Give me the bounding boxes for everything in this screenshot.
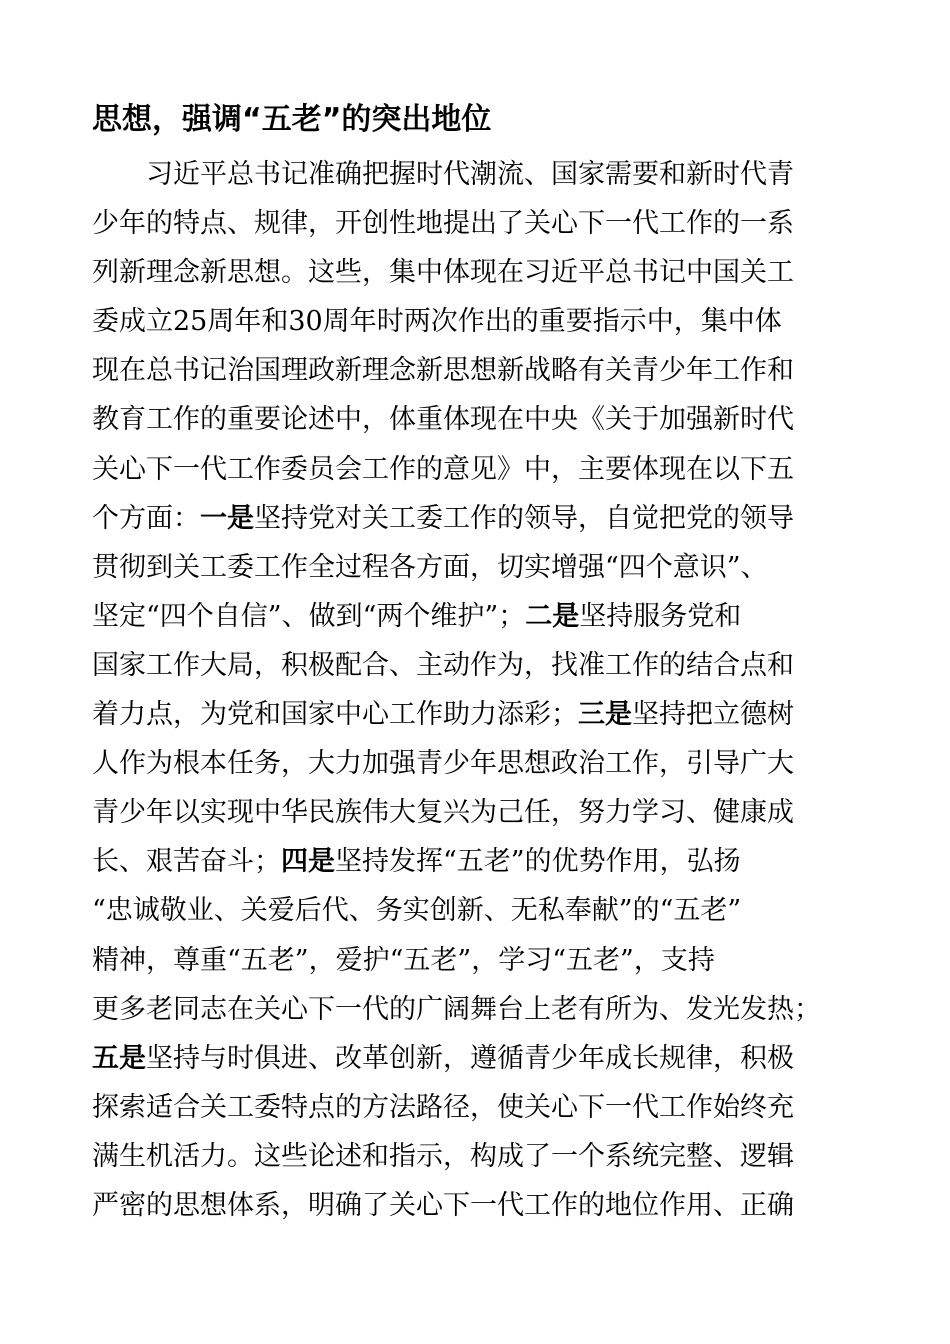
text-run: 坚持与时俱进、改革创新，遵循青少年成长规律，积极 xyxy=(146,1042,794,1074)
text-line xyxy=(92,886,862,935)
text-line xyxy=(92,297,862,346)
bold-keyword: 五是 xyxy=(92,1042,146,1074)
text-line xyxy=(92,788,862,837)
text-line xyxy=(92,1083,862,1132)
text-line xyxy=(92,199,862,248)
text-line xyxy=(92,985,862,1034)
text-run: 坚定“四个自信”、做到“两个维护”； xyxy=(92,600,526,632)
text-line xyxy=(92,641,862,690)
text-run: 满生机活力。这些论述和指示，构成了一个系统完整、逻辑 xyxy=(92,1140,794,1172)
text-line xyxy=(92,936,862,985)
text-run: 精神，尊重“五老”，爱护“五老”，学习“五老”，支持 xyxy=(92,944,715,976)
text-line xyxy=(92,690,862,739)
text-run: 少年的特点、规律，开创性地提出了关心下一代工作的一系 xyxy=(92,208,794,240)
text-run: 探索适合关工委特点的方法路径，使关心下一代工作始终充 xyxy=(92,1091,794,1123)
text-run: 现在总书记治国理政新理念新思想新战略有关青少年工作和 xyxy=(92,355,794,387)
text-run: 习近平总书记准确把握时代潮流、国家需要和新时代青 xyxy=(146,159,794,190)
text-line xyxy=(92,445,862,494)
text-line xyxy=(92,346,862,395)
bold-keyword: 一是 xyxy=(200,502,254,534)
text-run: 个方面： xyxy=(92,502,200,534)
text-line xyxy=(92,739,862,788)
text-run: 坚持把立德树 xyxy=(632,699,794,731)
text-line xyxy=(92,494,862,543)
body-paragraph xyxy=(92,150,862,1230)
text-run: 坚持服务党和 xyxy=(579,600,742,632)
bold-keyword: 三是 xyxy=(578,699,632,731)
text-line xyxy=(92,248,862,297)
bold-keyword: 四是 xyxy=(281,846,335,878)
text-run: 严密的思想体系，明确了关心下一代工作的地位作用、正确 xyxy=(92,1189,794,1221)
text-run: “忠诚敬业、关爱后代、务实创新、无私奉献”的“五老” xyxy=(92,895,742,927)
text-line xyxy=(92,395,862,444)
text-line xyxy=(92,837,862,886)
text-run: 长、艰苦奋斗； xyxy=(92,846,281,878)
text-line xyxy=(92,150,862,199)
bold-keyword: 二是 xyxy=(525,600,580,632)
text-run: 列新理念新思想。这些，集中体现在习近平总书记中国关工 xyxy=(92,257,794,289)
text-run: 青少年以实现中华民族伟大复兴为己任，努力学习、健康成 xyxy=(92,797,794,829)
text-run: 教育工作的重要论述中，体重体现在中央《关于加强新时代 xyxy=(92,404,794,436)
text-run: 坚持党对关工委工作的领导，自觉把党的领导 xyxy=(254,502,794,534)
text-line xyxy=(92,1034,862,1083)
text-run: 关心下一代工作委员会工作的意见》中，主要体现在以下五 xyxy=(92,453,794,485)
section-heading: 思想，强调“五老”的突出地位 xyxy=(92,102,492,137)
text-run: 委成立25周年和30周年时两次作出的重要指示中，集中体 xyxy=(92,306,782,338)
text-run: 人作为根本任务，大力加强青少年思想政治工作，引导广大 xyxy=(92,748,794,780)
text-line xyxy=(92,543,862,592)
text-run: 着力点，为党和国家中心工作助力添彩； xyxy=(92,699,578,731)
text-line xyxy=(92,592,862,641)
text-run: 国家工作大局，积极配合、主动作为，找准工作的结合点和 xyxy=(92,649,794,681)
text-line xyxy=(92,1181,862,1230)
text-run: 贯彻到关工委工作全过程各方面，切实增强“四个意识”、 xyxy=(92,551,768,583)
text-run: 坚持发挥“五老”的优势作用，弘扬 xyxy=(335,846,741,878)
text-line xyxy=(92,1132,862,1181)
text-run: 更多老同志在关心下一代的广阔舞台上老有所为、发光发热； xyxy=(92,993,821,1025)
